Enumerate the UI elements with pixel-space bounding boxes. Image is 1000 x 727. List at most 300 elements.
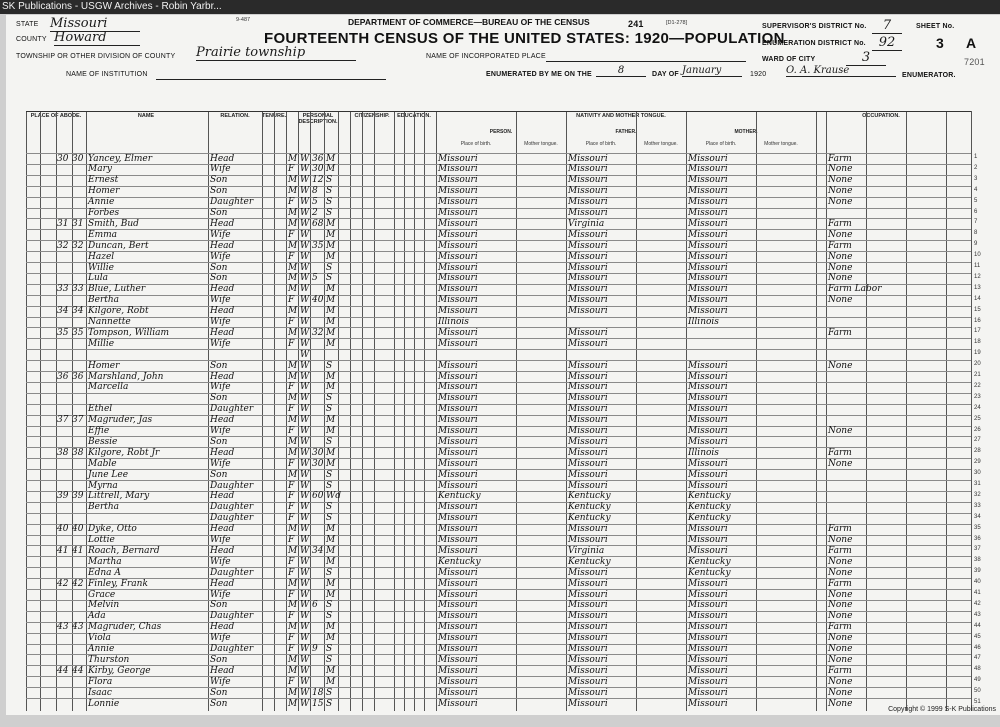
marital-status-cell: S xyxy=(326,393,333,404)
relation-cell: Head xyxy=(210,284,235,295)
sex-cell: F xyxy=(288,164,295,175)
race-cell: W xyxy=(300,426,310,436)
race-cell: W xyxy=(300,360,310,371)
marital-status-cell: M xyxy=(326,327,336,338)
father-birthplace-cell: Missouri xyxy=(568,153,608,164)
father-birthplace-cell: Missouri xyxy=(568,687,608,698)
race-cell: W xyxy=(300,469,310,480)
age-cell: 12 xyxy=(312,175,324,186)
sex-cell: M xyxy=(288,371,298,382)
person-birthplace-cell: Kentucky xyxy=(438,556,481,567)
line-number: 24 xyxy=(974,404,981,411)
line-number: 7 xyxy=(974,219,978,226)
person-birthplace-cell: Missouri xyxy=(438,567,478,578)
person-birthplace-cell: Missouri xyxy=(438,306,478,317)
relation-cell: Wife xyxy=(210,382,231,393)
line-number: 9 xyxy=(974,241,978,248)
marital-status-cell: S xyxy=(326,698,333,709)
line-number: 4 xyxy=(974,186,978,193)
person-birthplace-cell: Missouri xyxy=(438,654,478,665)
marital-status-cell: M xyxy=(326,382,336,393)
supervisor-district-value: 7 xyxy=(872,18,902,34)
marital-status-cell: Wd xyxy=(326,491,342,502)
mother-birthplace-cell: Missouri xyxy=(688,240,728,251)
sex-cell: F xyxy=(288,676,295,687)
name-cell: Edna A xyxy=(88,567,121,578)
sex-cell: M xyxy=(288,393,298,404)
name-cell: Bertha xyxy=(88,502,120,513)
relation-cell: Daughter xyxy=(210,567,254,578)
sex-cell: F xyxy=(288,197,295,208)
person-birthplace-cell: Missouri xyxy=(438,415,478,426)
family-number-cell: 31 xyxy=(72,218,84,229)
relation-cell: Daughter xyxy=(210,197,254,208)
grid-top-line xyxy=(26,111,971,112)
relation-cell: Daughter xyxy=(210,513,254,524)
father-birthplace-cell: Missouri xyxy=(568,327,608,338)
father-birthplace-cell: Missouri xyxy=(568,415,608,426)
race-cell: W xyxy=(300,502,310,513)
race-cell: W xyxy=(300,229,310,240)
line-number: 40 xyxy=(974,579,981,586)
mother-birthplace-cell: Kentucky xyxy=(688,513,731,524)
family-number-cell: 30 xyxy=(72,153,84,164)
race-cell: W xyxy=(300,480,310,491)
line-number: 23 xyxy=(974,393,981,400)
mother-birthplace-cell: Missouri xyxy=(688,600,728,611)
marital-status-cell: M xyxy=(326,676,336,687)
person-birthplace-cell: Kentucky xyxy=(438,491,481,502)
father-birthplace-cell: Kentucky xyxy=(568,513,611,524)
name-cell: Ethel xyxy=(88,404,113,415)
person-birthplace-cell: Missouri xyxy=(438,633,478,644)
father-birthplace-cell: Missouri xyxy=(568,654,608,665)
occupation-cell: Farm xyxy=(828,218,852,229)
age-cell: 9 xyxy=(312,644,318,654)
name-cell: Ada xyxy=(88,611,106,622)
relation-cell: Son xyxy=(210,687,228,698)
mother-birthplace-cell: Missouri xyxy=(688,262,728,273)
page-number: 241 xyxy=(628,19,644,29)
ward-value: 3 xyxy=(846,50,886,66)
name-cell: Myrna xyxy=(88,480,118,491)
race-cell: W xyxy=(300,317,310,327)
race-cell: W xyxy=(300,371,310,382)
line-number: 33 xyxy=(974,502,981,509)
marital-status-cell: S xyxy=(326,502,333,513)
mother-birthplace-cell: Missouri xyxy=(688,186,728,197)
person-birthplace-cell: Missouri xyxy=(438,229,478,240)
name-cell: Isaac xyxy=(88,687,112,698)
father-birthplace-cell: Missouri xyxy=(568,676,608,687)
line-number: 22 xyxy=(974,382,981,389)
line-number: 44 xyxy=(974,622,981,629)
sex-cell: F xyxy=(288,567,295,578)
dwelling-number-cell: 39 xyxy=(57,491,69,502)
col-group-name: NAME xyxy=(137,113,155,119)
name-cell: Magruder, Jas xyxy=(88,415,153,426)
father-birthplace-cell: Missouri xyxy=(568,360,608,371)
line-number: 15 xyxy=(974,306,981,313)
name-cell: Hazel xyxy=(88,251,115,262)
marital-status-cell: M xyxy=(326,229,336,240)
line-number: 20 xyxy=(974,361,981,368)
name-cell: Nannette xyxy=(88,317,131,327)
mother-birthplace-cell: Missouri xyxy=(688,687,728,698)
person-birthplace-cell: Missouri xyxy=(438,404,478,415)
relation-cell: Head xyxy=(210,306,235,317)
person-birthplace-cell: Missouri xyxy=(438,175,478,186)
race-cell: W xyxy=(300,665,310,676)
person-birthplace-cell: Missouri xyxy=(438,480,478,491)
marital-status-cell: M xyxy=(326,317,336,327)
mother-birthplace-cell: Missouri xyxy=(688,469,728,480)
name-cell: June Lee xyxy=(88,469,129,480)
occupation-cell: None xyxy=(828,556,853,567)
person-birthplace-cell: Missouri xyxy=(438,535,478,545)
relation-cell: Wife xyxy=(210,633,231,644)
margin-stamp-number: 7201 xyxy=(964,57,985,67)
age-cell: 8 xyxy=(312,186,318,197)
line-number: 31 xyxy=(974,481,981,487)
father-birthplace-cell: Missouri xyxy=(568,611,608,622)
occupation-cell: None xyxy=(828,186,853,197)
race-cell: W xyxy=(300,208,310,218)
sex-cell: F xyxy=(288,535,295,545)
sex-cell: M xyxy=(288,208,298,218)
name-cell: Homer xyxy=(88,360,120,371)
race-cell: W xyxy=(300,436,310,447)
enumeration-year: 1920 xyxy=(750,71,767,78)
occupation-cell: None xyxy=(828,567,853,578)
subhead-person-tongue: Mother tongue. xyxy=(524,141,558,147)
age-cell: 36 xyxy=(312,153,324,164)
father-birthplace-cell: Missouri xyxy=(568,698,608,709)
mother-birthplace-cell: Missouri xyxy=(688,545,728,556)
family-number-cell: 32 xyxy=(72,240,84,251)
mother-birthplace-cell: Missouri xyxy=(688,644,728,654)
day-of-label: DAY OF xyxy=(652,71,679,78)
sex-cell: F xyxy=(288,458,295,469)
family-number-cell: 40 xyxy=(72,524,84,535)
father-birthplace-cell: Missouri xyxy=(568,600,608,611)
occupation-cell: Farm xyxy=(828,524,852,535)
father-birthplace-cell: Missouri xyxy=(568,338,608,349)
race-cell: W xyxy=(300,491,310,502)
race-cell: W xyxy=(300,186,310,197)
age-cell: 30 xyxy=(312,458,324,469)
grid-row-line xyxy=(26,349,971,350)
occupation-cell: Farm xyxy=(828,447,852,458)
dwelling-number-cell: 43 xyxy=(57,622,69,633)
sex-cell: M xyxy=(288,545,298,556)
person-birthplace-cell: Missouri xyxy=(438,251,478,262)
person-birthplace-cell: Missouri xyxy=(438,360,478,371)
father-birthplace-cell: Missouri xyxy=(568,306,608,317)
marital-status-cell: M xyxy=(326,665,336,676)
person-birthplace-cell: Missouri xyxy=(438,284,478,295)
marital-status-cell: S xyxy=(326,644,333,654)
person-birthplace-cell: Missouri xyxy=(438,469,478,480)
father-birthplace-cell: Missouri xyxy=(568,273,608,284)
person-birthplace-cell: Missouri xyxy=(438,524,478,535)
sex-cell: M xyxy=(288,654,298,665)
sex-cell: M xyxy=(288,665,298,676)
col-group-personal: PERSONAL DESCRIPTION. xyxy=(298,113,338,125)
marital-status-cell: M xyxy=(326,426,336,436)
occupation-cell: None xyxy=(828,600,853,611)
name-cell: Roach, Bernard xyxy=(88,545,160,556)
line-number: 18 xyxy=(974,339,981,346)
line-number: 3 xyxy=(974,175,978,182)
occupation-cell: None xyxy=(828,654,853,665)
occupation-cell: None xyxy=(828,535,853,545)
father-birthplace-cell: Missouri xyxy=(568,240,608,251)
occupation-cell: None xyxy=(828,251,853,262)
township-value: Prairie township xyxy=(196,45,356,61)
mother-birthplace-cell: Missouri xyxy=(688,153,728,164)
name-cell: Thurston xyxy=(88,654,130,665)
sex-cell: M xyxy=(288,186,298,197)
father-birthplace-cell: Missouri xyxy=(568,535,608,545)
person-birthplace-cell: Missouri xyxy=(438,698,478,709)
name-cell: Kirby, George xyxy=(88,665,151,676)
relation-cell: Son xyxy=(210,186,228,197)
marital-status-cell: S xyxy=(326,208,333,218)
marital-status-cell: S xyxy=(326,186,333,197)
race-cell: W xyxy=(300,349,310,360)
person-birthplace-cell: Missouri xyxy=(438,327,478,338)
name-cell: Annie xyxy=(88,644,115,654)
marital-status-cell: S xyxy=(326,480,333,491)
person-birthplace-cell: Illinois xyxy=(438,317,469,327)
marital-status-cell: M xyxy=(326,240,336,251)
family-number-cell: 42 xyxy=(72,578,84,589)
marital-status-cell: S xyxy=(326,654,333,665)
name-cell: Lottie xyxy=(88,535,115,545)
form-code: [D1-278] xyxy=(666,20,688,26)
sex-cell: M xyxy=(288,306,298,317)
person-birthplace-cell: Missouri xyxy=(438,295,478,306)
occupation-cell: None xyxy=(828,360,853,371)
marital-status-cell: M xyxy=(326,371,336,382)
mother-birthplace-cell: Missouri xyxy=(688,426,728,436)
incorporated-label: NAME OF INCORPORATED PLACE xyxy=(426,53,546,60)
age-cell: 30 xyxy=(312,164,324,175)
line-number: 43 xyxy=(974,611,981,618)
relation-cell: Head xyxy=(210,153,235,164)
sex-cell: M xyxy=(288,622,298,633)
sex-cell: M xyxy=(288,578,298,589)
sex-cell: F xyxy=(288,633,295,644)
race-cell: W xyxy=(300,306,310,317)
mother-birthplace-cell: Missouri xyxy=(688,360,728,371)
father-birthplace-cell: Kentucky xyxy=(568,502,611,513)
name-cell: Annie xyxy=(88,197,115,208)
relation-cell: Wife xyxy=(210,295,231,306)
dwelling-number-cell: 44 xyxy=(57,665,69,676)
sex-cell: M xyxy=(288,360,298,371)
sex-cell: M xyxy=(288,284,298,295)
ward-label: WARD OF CITY xyxy=(762,56,816,63)
line-number: 10 xyxy=(974,252,981,259)
occupation-cell: None xyxy=(828,458,853,469)
occupation-cell: None xyxy=(828,589,853,600)
mother-birthplace-cell: Missouri xyxy=(688,295,728,306)
mother-birthplace-cell: Missouri xyxy=(688,622,728,633)
person-birthplace-cell: Missouri xyxy=(438,611,478,622)
mother-birthplace-cell: Missouri xyxy=(688,589,728,600)
father-birthplace-cell: Virginia xyxy=(568,218,605,229)
marital-status-cell: M xyxy=(326,415,336,426)
race-cell: W xyxy=(300,404,310,415)
census-title: FOURTEENTH CENSUS OF THE UNITED STATES: 1920—POPULATION xyxy=(264,30,785,47)
mother-birthplace-cell: Missouri xyxy=(688,458,728,469)
name-cell: Smith, Bud xyxy=(88,218,139,229)
name-cell: Yancey, Elmer xyxy=(88,153,152,164)
col-group-occupation: OCCUPATION. xyxy=(862,113,900,119)
age-cell: 60 xyxy=(312,491,324,502)
person-birthplace-cell: Missouri xyxy=(438,153,478,164)
census-sheet xyxy=(6,15,1000,715)
father-birthplace-cell: Missouri xyxy=(568,251,608,262)
marital-status-cell: M xyxy=(326,545,336,556)
subhead-father-pob: Place of birth. xyxy=(585,141,617,147)
age-cell: 5 xyxy=(312,197,318,208)
father-birthplace-cell: Missouri xyxy=(568,175,608,186)
father-birthplace-cell: Missouri xyxy=(568,524,608,535)
race-cell: W xyxy=(300,633,310,644)
line-number: 19 xyxy=(974,350,981,357)
race-cell: W xyxy=(300,218,310,229)
dwelling-number-cell: 40 xyxy=(57,524,69,535)
sex-cell: F xyxy=(288,502,295,513)
line-number: 17 xyxy=(974,328,981,335)
marital-status-cell: S xyxy=(326,404,333,415)
sex-cell: M xyxy=(288,415,298,426)
family-number-cell: 43 xyxy=(72,622,84,633)
mother-birthplace-cell: Missouri xyxy=(688,524,728,535)
mother-birthplace-cell: Missouri xyxy=(688,480,728,491)
race-cell: W xyxy=(300,382,310,393)
person-birthplace-cell: Missouri xyxy=(438,208,478,218)
relation-cell: Wife xyxy=(210,458,231,469)
line-number: 34 xyxy=(974,513,981,520)
relation-cell: Son xyxy=(210,360,228,371)
family-number-cell: 33 xyxy=(72,284,84,295)
family-number-cell: 36 xyxy=(72,371,84,382)
race-cell: W xyxy=(300,600,310,611)
relation-cell: Daughter xyxy=(210,502,254,513)
race-cell: W xyxy=(300,262,310,273)
race-cell: W xyxy=(300,622,310,633)
sex-cell: M xyxy=(288,327,298,338)
marital-status-cell: M xyxy=(326,589,336,600)
relation-cell: Wife xyxy=(210,535,231,545)
relation-cell: Wife xyxy=(210,589,231,600)
line-number: 35 xyxy=(974,524,981,531)
occupation-cell: None xyxy=(828,295,853,306)
relation-cell: Wife xyxy=(210,676,231,687)
dwelling-number-cell: 42 xyxy=(57,578,69,589)
person-birthplace-cell: Missouri xyxy=(438,600,478,611)
marital-status-cell: S xyxy=(326,513,333,524)
relation-cell: Head xyxy=(210,524,235,535)
occupation-cell: Farm xyxy=(828,545,852,556)
dwelling-number-cell: 35 xyxy=(57,327,69,338)
person-birthplace-cell: Missouri xyxy=(438,338,478,349)
name-cell: Flora xyxy=(88,676,113,687)
occupation-cell: Farm xyxy=(828,578,852,589)
relation-cell: Head xyxy=(210,491,235,502)
name-cell: Tompson, William xyxy=(88,327,170,338)
father-birthplace-cell: Missouri xyxy=(568,469,608,480)
person-birthplace-cell: Missouri xyxy=(438,382,478,393)
line-number: 14 xyxy=(974,295,981,302)
sex-cell: F xyxy=(288,317,295,327)
person-birthplace-cell: Missouri xyxy=(438,197,478,208)
race-cell: W xyxy=(300,676,310,687)
sex-cell: M xyxy=(288,698,298,709)
marital-status-cell: M xyxy=(326,447,336,458)
relation-cell: Son xyxy=(210,273,228,284)
supervisor-district-label: SUPERVISOR'S DISTRICT No. xyxy=(762,23,867,30)
sex-cell: M xyxy=(288,175,298,186)
race-cell: W xyxy=(300,153,310,164)
incorporated-blank xyxy=(546,55,746,62)
race-cell: W xyxy=(300,524,310,535)
marital-status-cell: S xyxy=(326,567,333,578)
name-cell: Blue, Luther xyxy=(88,284,146,295)
mother-birthplace-cell: Missouri xyxy=(688,698,728,709)
line-number: 50 xyxy=(974,688,981,695)
mother-birthplace-cell: Missouri xyxy=(688,665,728,676)
line-number: 37 xyxy=(974,546,981,553)
marital-status-cell: S xyxy=(326,687,333,698)
family-number-cell: 39 xyxy=(72,491,84,502)
father-birthplace-cell: Missouri xyxy=(568,197,608,208)
occupation-cell: Farm xyxy=(828,665,852,676)
occupation-cell: None xyxy=(828,175,853,186)
occupation-cell: None xyxy=(828,262,853,273)
person-birthplace-cell: Missouri xyxy=(438,273,478,284)
person-birthplace-cell: Missouri xyxy=(438,676,478,687)
county-value: Howard xyxy=(54,30,140,46)
father-birthplace-cell: Missouri xyxy=(568,262,608,273)
mother-birthplace-cell: Illinois xyxy=(688,447,719,458)
mother-birthplace-cell: Missouri xyxy=(688,175,728,186)
township-label: TOWNSHIP OR OTHER DIVISION OF COUNTY xyxy=(16,53,176,60)
occupation-cell: None xyxy=(828,273,853,284)
father-birthplace-cell: Missouri xyxy=(568,644,608,654)
dwelling-number-cell: 34 xyxy=(57,306,69,317)
race-cell: W xyxy=(300,240,310,251)
viewer-caption-bar xyxy=(0,0,1000,14)
mother-birthplace-cell: Missouri xyxy=(688,535,728,545)
person-birthplace-cell: Missouri xyxy=(438,502,478,513)
col-group-nativity: NATIVITY AND MOTHER TONGUE. xyxy=(576,113,666,119)
marital-status-cell: S xyxy=(326,262,333,273)
sex-cell: F xyxy=(288,404,295,415)
name-cell: Grace xyxy=(88,589,116,600)
dwelling-number-cell: 36 xyxy=(57,371,69,382)
line-number: 49 xyxy=(974,677,981,684)
line-number: 48 xyxy=(974,666,981,673)
race-cell: W xyxy=(300,611,310,622)
sex-cell: M xyxy=(288,153,298,164)
relation-cell: Daughter xyxy=(210,644,254,654)
institution-label: NAME OF INSTITUTION xyxy=(66,71,148,78)
